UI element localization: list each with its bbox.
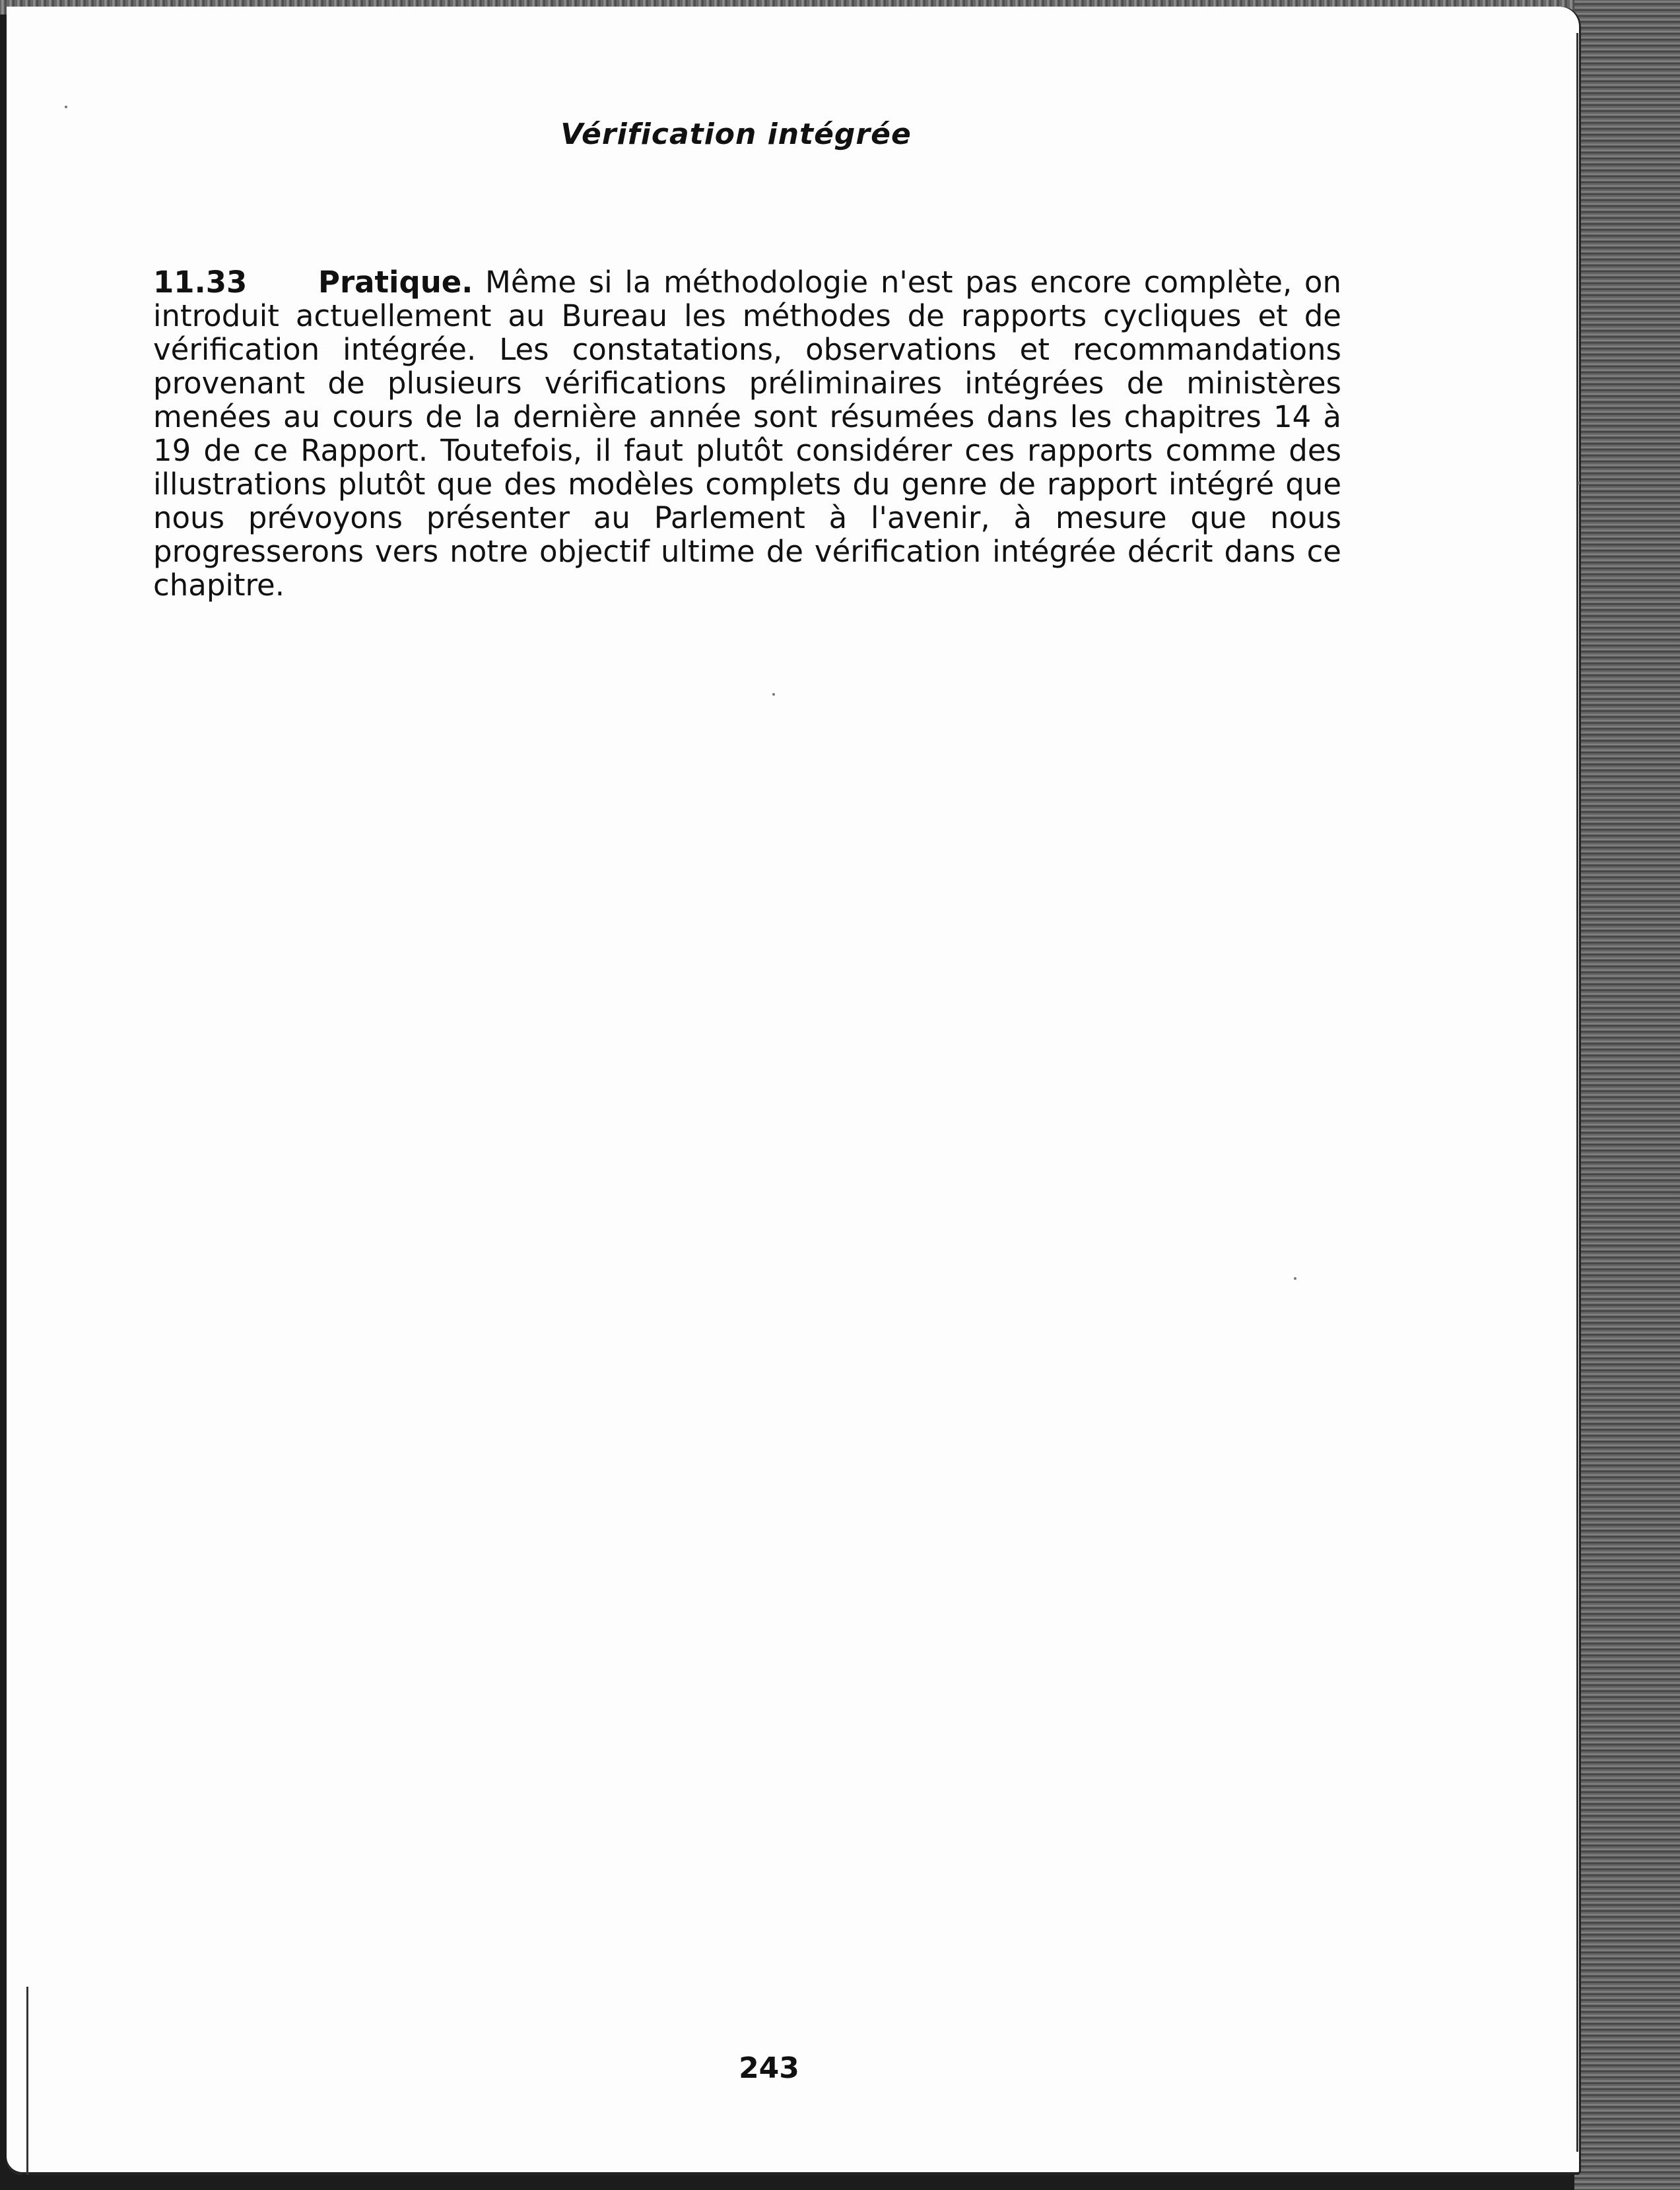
running-head: Vérification intégrée (560, 117, 912, 151)
paragraph-number: 11.33 (153, 265, 248, 300)
paragraph-text: Même si la méthodologie n'est pas encore complète, on introduit actuellement au Bureau les méthodes de rapports cycliques et de vérification intégrée. Les constatations, observations et recommandations provenant de plusieurs vérifications préliminaires intégrées de ministères menées au cours de la dernière année sont résumées dans les chapitres 14 à 19 de ce Rapport. Toutefois, il faut plutôt considérer ces rapports comme des illustrations plutôt que des modèles complets du genre de rapport intégré que nous prévoyons présenter au Parlement à l'avenir, à mesure que nous progresserons vers notre objectif ultime de vérification intégrée décrit dans ce chapitre. (153, 265, 1341, 603)
scanner-edge-right (1574, 0, 1680, 2190)
scan-speck (65, 106, 67, 108)
page-binding-line (1576, 33, 1578, 2152)
page-number: 243 (739, 2051, 799, 2085)
scan-speck (1578, 482, 1580, 484)
scan-speck (1294, 1277, 1296, 1280)
document-page (7, 7, 1581, 2175)
paragraph-title: Pratique. (318, 265, 473, 300)
scan-speck (772, 693, 775, 696)
paragraph-11-33 (153, 265, 1341, 602)
page-bottom-edge-line (33, 2173, 1571, 2175)
